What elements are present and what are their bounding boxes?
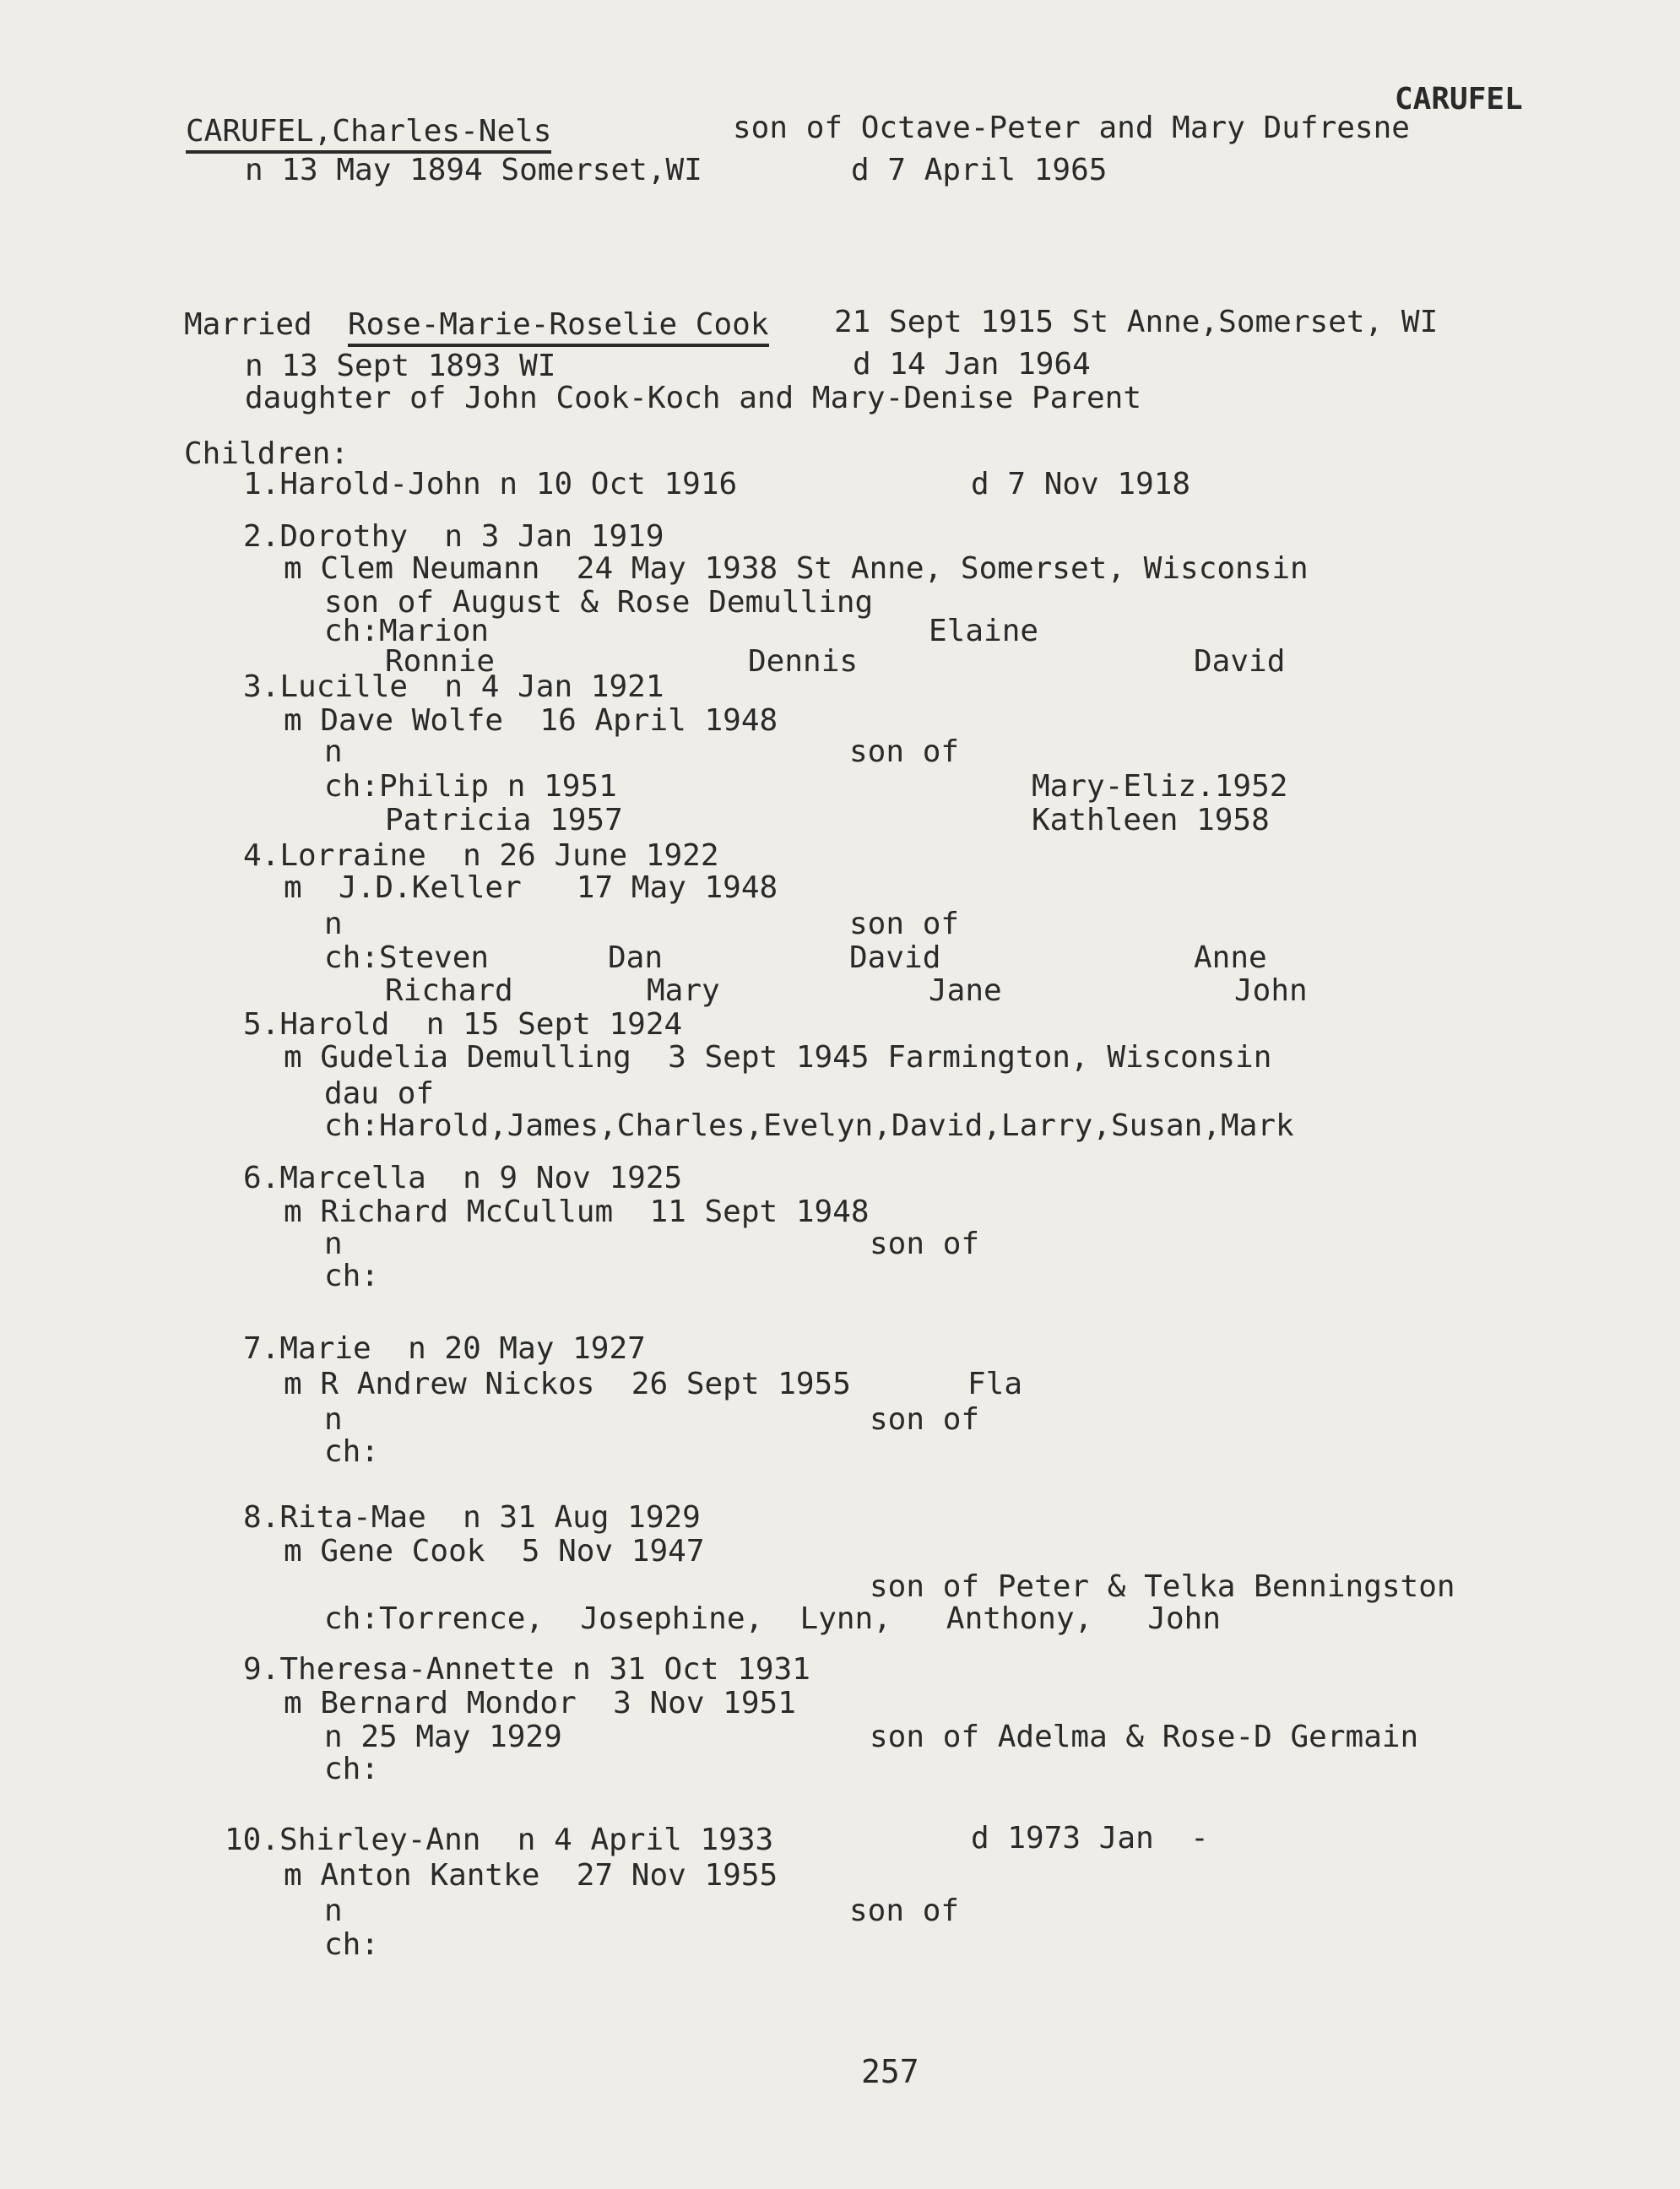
- child-1-death: d 7 Nov 1918: [971, 467, 1191, 501]
- child-10-children: ch:: [324, 1927, 380, 1962]
- child-6-marriage: m Richard McCullum 11 Sept 1948: [284, 1195, 870, 1229]
- marriage-details: 21 Sept 1915 St Anne,Somerset, WI: [834, 305, 1439, 339]
- child-7-spouse-parents: son of: [870, 1402, 980, 1437]
- child-4-children-3: David: [849, 940, 941, 975]
- child-9-marriage: m Bernard Mondor 3 Nov 1951: [284, 1686, 796, 1720]
- child-7-marriage: m R Andrew Nickos 26 Sept 1955: [284, 1367, 851, 1401]
- child-10-death: d 1973 Jan -: [971, 1821, 1209, 1856]
- child-9-spouse-parents: son of Adelma & Rose-D Germain: [870, 1720, 1419, 1754]
- child-2-children-4: Dennis: [748, 644, 859, 679]
- child-2-children-2: Elaine: [929, 614, 1039, 648]
- child-7-line: 7.Marie n 20 May 1927: [243, 1331, 646, 1366]
- child-10-marriage: m Anton Kantke 27 Nov 1955: [284, 1858, 778, 1893]
- child-4-spouse-parents: son of: [849, 907, 960, 941]
- child-3-children-3: Patricia 1957: [385, 803, 623, 837]
- child-4-children-4: Anne: [1194, 940, 1267, 975]
- child-5-marriage: m Gudelia Demulling 3 Sept 1945 Farmington, Wisconsin: [284, 1040, 1272, 1075]
- subject-birth: n 13 May 1894 Somerset,WI: [245, 153, 702, 187]
- child-4-children-7: Jane: [929, 973, 1002, 1008]
- child-5-spouse-parents: dau of: [324, 1076, 435, 1111]
- spouse-birth: n 13 Sept 1893 WI: [245, 349, 556, 383]
- child-8-children: ch:Torrence, Josephine, Lynn, Anthony, John: [324, 1601, 1222, 1636]
- child-2-line: 2.Dorothy n 3 Jan 1919: [243, 519, 664, 554]
- child-3-spouse-birth: n: [324, 734, 343, 769]
- page-number: 257: [861, 2053, 919, 2090]
- surname-header-tag: CARUFEL: [1395, 82, 1523, 116]
- spouse-parents: daughter of John Cook-Koch and Mary-Denise Parent: [245, 381, 1142, 415]
- child-2-spouse-parents: son of August & Rose Demulling: [324, 585, 874, 620]
- child-2-children-1: ch:Marion: [324, 614, 490, 648]
- child-3-children-2: Mary-Eliz.1952: [1032, 769, 1288, 804]
- child-7-children: ch:: [324, 1434, 380, 1469]
- child-1-line: 1.Harold-John n 10 Oct 1916: [243, 467, 738, 501]
- spouse-name: Rose-Marie-Roselie Cook: [348, 306, 769, 344]
- subject-death: d 7 April 1965: [851, 153, 1108, 187]
- child-4-children-1: ch:Steven: [324, 940, 490, 975]
- child-9-children: ch:: [324, 1752, 380, 1786]
- child-5-children: ch:Harold,James,Charles,Evelyn,David,Larry,Susan,Mark: [324, 1108, 1294, 1143]
- child-10-spouse-birth: n: [324, 1894, 343, 1928]
- child-4-marriage: m J.D.Keller 17 May 1948: [284, 870, 778, 905]
- children-heading: Children:: [184, 436, 350, 471]
- child-8-marriage: m Gene Cook 5 Nov 1947: [284, 1534, 705, 1569]
- child-5-line: 5.Harold n 15 Sept 1924: [243, 1007, 683, 1042]
- child-2-children-5: David: [1194, 644, 1286, 679]
- child-4-children-6: Mary: [647, 973, 720, 1008]
- child-10-spouse-parents: son of: [849, 1894, 960, 1928]
- child-3-spouse-parents: son of: [849, 734, 960, 769]
- child-3-marriage: m Dave Wolfe 16 April 1948: [284, 703, 778, 738]
- child-10-line: 10.Shirley-Ann n 4 April 1933: [225, 1823, 774, 1857]
- child-3-children-4: Kathleen 1958: [1032, 803, 1270, 837]
- child-8-line: 8.Rita-Mae n 31 Aug 1929: [243, 1500, 701, 1535]
- child-6-spouse-birth: n: [324, 1227, 343, 1261]
- child-7-place: Fla: [967, 1367, 1023, 1401]
- spouse-death: d 14 Jan 1964: [853, 347, 1091, 382]
- child-3-line: 3.Lucille n 4 Jan 1921: [243, 669, 664, 704]
- child-6-spouse-parents: son of: [870, 1227, 980, 1261]
- child-4-children-8: John: [1234, 973, 1308, 1008]
- child-7-spouse-birth: n: [324, 1402, 343, 1437]
- child-8-spouse-parents: son of Peter & Telka Benningston: [870, 1569, 1455, 1604]
- child-9-line: 9.Theresa-Annette n 31 Oct 1931: [243, 1652, 810, 1687]
- child-4-children-2: Dan: [608, 940, 664, 975]
- child-6-line: 6.Marcella n 9 Nov 1925: [243, 1161, 683, 1195]
- child-9-spouse-birth: n 25 May 1929: [324, 1720, 562, 1754]
- child-4-spouse-birth: n: [324, 907, 343, 941]
- child-6-children: ch:: [324, 1259, 380, 1293]
- subject-parents: son of Octave-Peter and Mary Dufresne: [733, 111, 1410, 145]
- child-2-marriage: m Clem Neumann 24 May 1938 St Anne, Somerset, Wisconsin: [284, 551, 1309, 586]
- child-4-line: 4.Lorraine n 26 June 1922: [243, 838, 719, 873]
- subject-name: CARUFEL,Charles-Nels: [186, 113, 551, 150]
- marriage-prefix: Married: [184, 307, 312, 342]
- child-4-children-5: Richard: [385, 973, 513, 1008]
- child-3-children-1: ch:Philip n 1951: [324, 769, 617, 804]
- child-2-children-3: Ronnie: [385, 644, 496, 679]
